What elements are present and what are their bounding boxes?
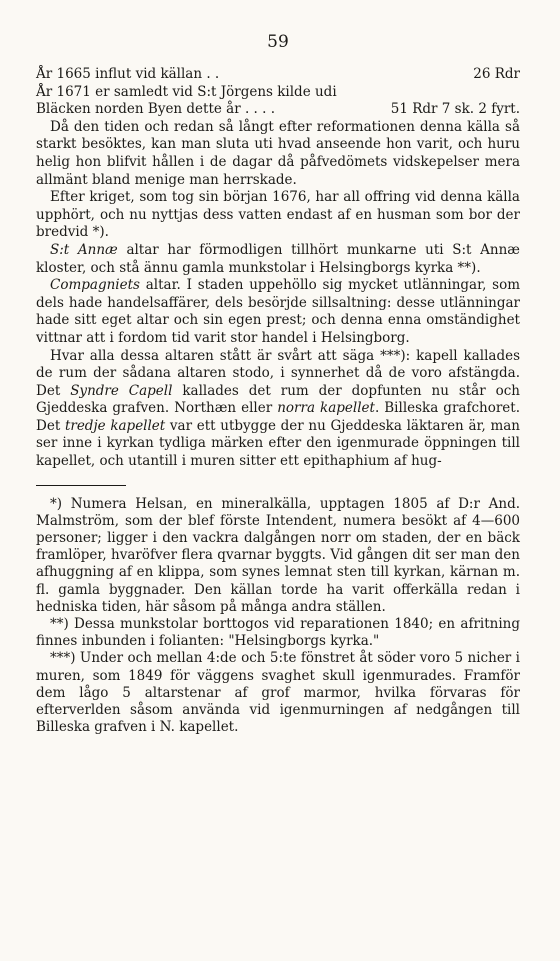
italic-text: Syndre Capell — [70, 382, 173, 399]
paragraph — [36, 277, 520, 347]
paragraph — [36, 189, 520, 242]
ledger-entry-1665 — [36, 66, 520, 84]
paragraph — [36, 242, 520, 277]
paragraph — [36, 348, 520, 471]
paragraph — [36, 119, 520, 189]
ledger-entry-1671 — [36, 84, 520, 119]
text-run: var ett utbygge der nu Gjeddeska läktaren är, man ser inne i kyrkan tydliga märken efter den igenmurade öppningen till kapellet, och utantill i muren sitter ett epithaphium af hug- — [36, 417, 520, 470]
italic-text: Compagniets — [50, 277, 140, 294]
text-run: . Billeska grafchoret. Det — [36, 400, 520, 434]
entry-text: År 1665 influt vid källan . . — [36, 66, 220, 82]
italic-text: S:t Annæ — [50, 241, 118, 258]
entry-text: År 1671 er samledt vid S:t Jörgens kilde udi Bläcken norden Byen dette år . . . . — [36, 83, 337, 118]
footnote-1: *) Numera Helsan, en mineralkälla, upptagen 1805 af D:r And. Malmström, som der blef förste Intendent, numera besökt af 4—600 personer; ligger i den vackra dalgången norr om staden, der en bäck framlöper, hvaröfver flera qvarnar byggts. Vid gången dit ser man den afhuggning af en klippa, som synes lemnat sten till kyrkan, kärnan m. fl. gamla byggnader. Den källan torde ha varit offerkälla redan i hedniska tiden, här såsom på många andra ställen. — [36, 495, 520, 615]
text-run: Hvar alla dessa altaren stått är svårt att säga ***): kapell kallades de rum der sådana altaren stodo, i synnerhet då de voro afstängda. Det — [36, 347, 520, 399]
text-run: kallades det rum der dopfunten nu står och Gjeddeska grafven. Northæn eller — [36, 382, 520, 417]
footnote-3: ***) Under och mellan 4:de och 5:te fönstret åt söder voro 5 nicher i muren, som 1849 för väggens svaghet skull igenmurades. Framför dem lågo 5 altarstenar af grof marmor, hvilka förvaras för efterverlden såsom använda vid igenmurningen af nedgången till Billeska grafven i N. kapellet. — [36, 650, 520, 736]
footnotes — [36, 496, 520, 737]
footnote-2: **) Dessa munkstolar borttogos vid reparationen 1840; en afritning finnes inbunden i folianten: "Helsingborgs kyrka." — [36, 616, 520, 650]
page-number: 59 — [267, 32, 289, 52]
entry-amount: 51 Rdr 7 sk. 2 fyrt. — [390, 101, 520, 118]
text-run: altar har förmodligen tillhört munkarne uti S:t Annæ kloster, och stå ännu gamla munkstolar i Helsingborgs kyrka **). — [36, 241, 520, 276]
text-run: Då den tiden och redan så långt efter reformationen denna källa så starkt besöktes, kan man sluta uti hvad anseende hon varit, och huru helig hon blifvit hållen i de dagar då påfvedömets vidskepelser mera allmänt bland menige man herrskade. — [36, 118, 520, 188]
text-run: Efter kriget, som tog sin början 1676, har all offring vid denna källa upphört, och nu nyttjas dess vatten endast af en husman som bor der bredvid *). — [36, 189, 520, 241]
footnote-rule — [36, 485, 126, 486]
book-page — [36, 32, 520, 737]
body-text — [36, 119, 520, 471]
entry-amount: 26 Rdr — [473, 66, 520, 82]
italic-text: norra kapellet — [277, 400, 375, 417]
text-run: altar. I staden uppehöllo sig mycket utlänningar, som dels hade handelsaffärer, dels besörjde sillsaltning: desse utlänningar hade sitt eget altar och sin egen prest; och denna enna omständighet vittnar att i fordom tid varit stor handel i Helsingborg. — [36, 277, 520, 346]
italic-text: tredje kapellet — [64, 417, 166, 434]
